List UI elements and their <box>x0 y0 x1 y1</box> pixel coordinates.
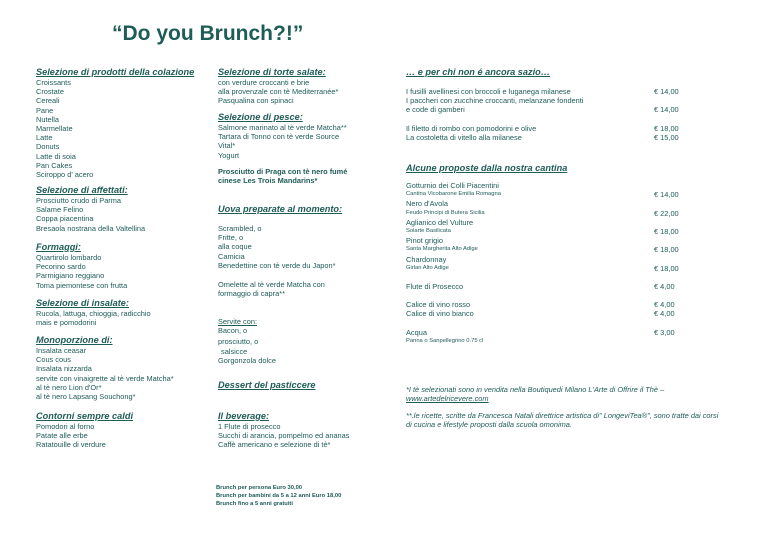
list-item: Prosciutto crudo di Parma <box>36 196 122 205</box>
torte-heading: Selezione di torte salate: <box>218 67 326 77</box>
serviti-section <box>218 317 276 365</box>
list-item: Latte di soia <box>36 151 76 161</box>
flute-label: Flute di Prosecco <box>406 282 464 292</box>
menu-row <box>406 87 682 96</box>
acqua-sub: Panna o Sanpellegrino 0.75 cl <box>406 337 484 344</box>
uova-section <box>218 203 342 270</box>
list-item: Rucola, lattuga, chioggia, radicchio <box>36 309 151 318</box>
list-item: Nutella <box>36 114 60 124</box>
acqua-label: Acqua <box>406 327 427 337</box>
list-item: Pane <box>36 105 54 115</box>
sazio-section <box>406 66 682 142</box>
list-item: Coppa piacentina <box>36 214 94 224</box>
wine-row <box>406 227 682 236</box>
cantina-heading: Alcune proposte dalla nostra cantina <box>406 163 568 173</box>
wine-row <box>406 264 682 273</box>
list-item: Bacon, o <box>218 326 248 336</box>
colazione-heading: Selezione di prodotti della colazione <box>36 67 195 77</box>
colazione-section <box>36 66 194 179</box>
wine-price: € 18,00 <box>654 245 679 255</box>
list-item: Vital* <box>218 141 236 151</box>
list-item: Cous cous <box>36 355 71 365</box>
wine-name: Gotturnio dei Colli Piacentini <box>406 181 499 190</box>
dessert-section <box>218 379 316 391</box>
website-link[interactable]: www.artedelricevere.com <box>406 394 489 404</box>
monoporzione-section <box>36 334 174 401</box>
list-item: 1 Flute di prosecco <box>218 422 281 431</box>
dish-price: € 14,00 <box>654 87 679 96</box>
dish-name: La costoletta di vitello alla milanese <box>406 132 522 142</box>
flute-row <box>406 282 682 291</box>
calice-price: € 4,00 <box>654 309 675 319</box>
list-item: Insalata nizzarda <box>36 364 92 374</box>
formaggi-heading: Formaggi: <box>36 242 81 252</box>
calice-row <box>406 300 682 309</box>
brunch-prices <box>216 484 341 508</box>
omelette-line: Omelette al tè verde Matcha con <box>218 280 325 289</box>
wine-name: Chardonnay <box>406 254 447 264</box>
list-item: Crostate <box>36 87 64 97</box>
acqua-row <box>406 328 682 337</box>
monoporzione-heading: Monoporzione di: <box>36 335 113 345</box>
list-item: Marmellate <box>36 124 73 134</box>
page-title: “Do you Brunch?!” <box>112 22 304 45</box>
dish-name: I paccheri con zucchine croccanti, melanzane fondenti <box>406 96 584 106</box>
wine-producer: Solarte Basilicata <box>406 228 451 235</box>
affettati-section <box>36 184 145 233</box>
wine-row <box>406 190 682 199</box>
list-item: Pecorino sardo <box>36 262 86 272</box>
sazio-heading: … e per chi non é ancora sazio… <box>406 67 550 77</box>
dish-price: € 15,00 <box>654 132 679 142</box>
dish-name: I fusilli avellinesi con broccoli e luganega milanese <box>406 87 571 96</box>
wine-row <box>406 209 682 218</box>
list-item: Patate alle erbe <box>36 431 88 441</box>
list-item: Yogurt <box>218 150 240 160</box>
list-item: Scrambled, o <box>218 224 262 233</box>
praga-line: Prosciutto di Praga con tè nero fumé <box>218 167 348 176</box>
list-item: Bresaola nostrana della Valtellina <box>36 223 146 233</box>
list-item: con verdure croccanti e brie <box>218 78 310 87</box>
torte-section <box>218 66 338 106</box>
list-item: Salame Felino <box>36 205 84 215</box>
wine-name: Aglianico del Vulture <box>406 217 474 227</box>
note-recipes <box>406 411 722 429</box>
list-item: Succhi di arancia, pompelmo ed ananas <box>218 431 350 441</box>
list-item: alla provenzale con tè Mediterranée* <box>218 87 339 97</box>
dessert-heading: Dessert del pasticcere <box>218 380 316 390</box>
list-item: Tartara di Tonno con tè verde Source <box>218 132 340 142</box>
list-item: Toma piemontese con frutta <box>36 280 128 290</box>
pesce-heading: Selezione di pesce: <box>218 112 303 122</box>
wine-price: € 14,00 <box>654 190 679 200</box>
serviti-label: Servite con: <box>218 317 258 326</box>
contorni-heading: Contorni sempre caldi <box>36 411 133 421</box>
list-item: Sciroppo d' acero <box>36 170 94 180</box>
menu-row <box>406 133 682 142</box>
colazione-list <box>36 78 194 179</box>
list-item: servite con vinaigrette al tè verde Matcha* <box>36 373 174 383</box>
note-recipes-text: **.le ricette, scritte da Francesca Natali direttrice artistica di" LongeviTea®", sono tratte dai corsi di cucina e lifestyle proposti dalla scuola omonima. <box>406 411 719 430</box>
list-item: Ratatouille di verdure <box>36 440 106 450</box>
list-item: Croissants <box>36 78 71 87</box>
formaggi-section <box>36 241 127 290</box>
list-item: Parmigiano reggiano <box>36 271 105 281</box>
beverage-section <box>218 410 349 450</box>
list-item: prosciutto, o <box>218 337 259 347</box>
wine-producer: Feudo Principi di Butera Sicilia <box>406 209 485 216</box>
dish-name: e code di gamberi <box>406 105 465 115</box>
pesce-section <box>218 111 347 160</box>
wine-row <box>406 245 682 254</box>
menu-row <box>406 105 682 114</box>
praga-line: cinese Les Trois Mandarins* <box>218 176 318 186</box>
omelette-line: formaggio di capra** <box>218 289 285 299</box>
wine-price: € 18,00 <box>654 227 679 237</box>
list-item: Benedettine con tè verde du Japon* <box>218 260 336 270</box>
dish-price: € 14,00 <box>654 105 679 115</box>
dish-name: Il filetto di rombo con pomodorini e olive <box>406 123 537 133</box>
praga-section <box>218 167 347 185</box>
calice-row <box>406 309 682 318</box>
list-item: Quartirolo lombardo <box>36 253 102 262</box>
flute-price: € 4,00 <box>654 282 675 292</box>
list-item: Salmone marinato al tè verde Matcha** <box>218 123 347 132</box>
list-item: Pan Cakes <box>36 160 73 170</box>
list-item: al tè nero Lapsang Souchong* <box>36 392 136 402</box>
wine-name: Nero d'Avola <box>406 199 448 209</box>
wine-name: Pinot grigio <box>406 236 443 246</box>
omelette-section <box>218 280 325 298</box>
note-tea <box>406 385 722 403</box>
uova-heading: Uova preparate al momento: <box>218 204 343 214</box>
list-item: salsicce <box>221 346 248 356</box>
price-line: Brunch per bambini da 5 a 12 anni Euro 18,00 <box>216 493 342 499</box>
list-item: mais e pomodorini <box>36 318 97 328</box>
list-item: Caffè americano e selezione di tè* <box>218 440 331 450</box>
list-item: Gorgonzola dolce <box>218 355 276 365</box>
wine-producer: Cantina Vicobarone Emilia Romagna <box>406 191 501 198</box>
list-item: Pomodori al forno <box>36 422 95 431</box>
contorni-section <box>36 410 133 450</box>
insalate-section <box>36 297 151 327</box>
wine-price: € 18,00 <box>654 263 679 273</box>
insalate-heading: Selezione di insalate: <box>36 298 129 308</box>
list-item: Insalata ceasar <box>36 346 87 355</box>
list-item: alla coque <box>218 242 252 252</box>
list-item: Fritte, o <box>218 233 244 243</box>
list-item: Donuts <box>36 142 60 152</box>
acqua-price: € 3,00 <box>654 327 675 337</box>
list-item: Camicia <box>218 251 245 261</box>
calice-price: € 4,00 <box>654 300 675 310</box>
wine-producer: Santa Margherita Alto Adige <box>406 246 478 253</box>
menu-row <box>406 124 682 133</box>
calice-label: Calice di vino rosso <box>406 300 471 310</box>
dish-price: € 18,00 <box>654 123 679 133</box>
calice-label: Calice di vino bianco <box>406 309 474 319</box>
wine-price: € 22,00 <box>654 208 679 218</box>
list-item: Cereali <box>36 96 60 106</box>
list-item: Latte <box>36 133 53 143</box>
wine-producer: Girlan Alto Adige <box>406 264 449 271</box>
price-line: Brunch fino a 5 anni gratuiti <box>216 501 293 507</box>
cantina-section <box>406 162 682 345</box>
affettati-heading: Selezione di affettati: <box>36 185 128 195</box>
list-item: Pasqualina con spinaci <box>218 96 294 106</box>
note-tea-text: *I tè selezionati sono in vendita nella Boutiquedi Milano L'Arte di Offrire il Thè – <box>406 385 665 394</box>
beverage-heading: Il beverage: <box>218 411 270 421</box>
list-item: al tè nero Lion d'Or* <box>36 382 102 392</box>
price-line: Brunch per persona Euro 30,00 <box>216 485 303 491</box>
